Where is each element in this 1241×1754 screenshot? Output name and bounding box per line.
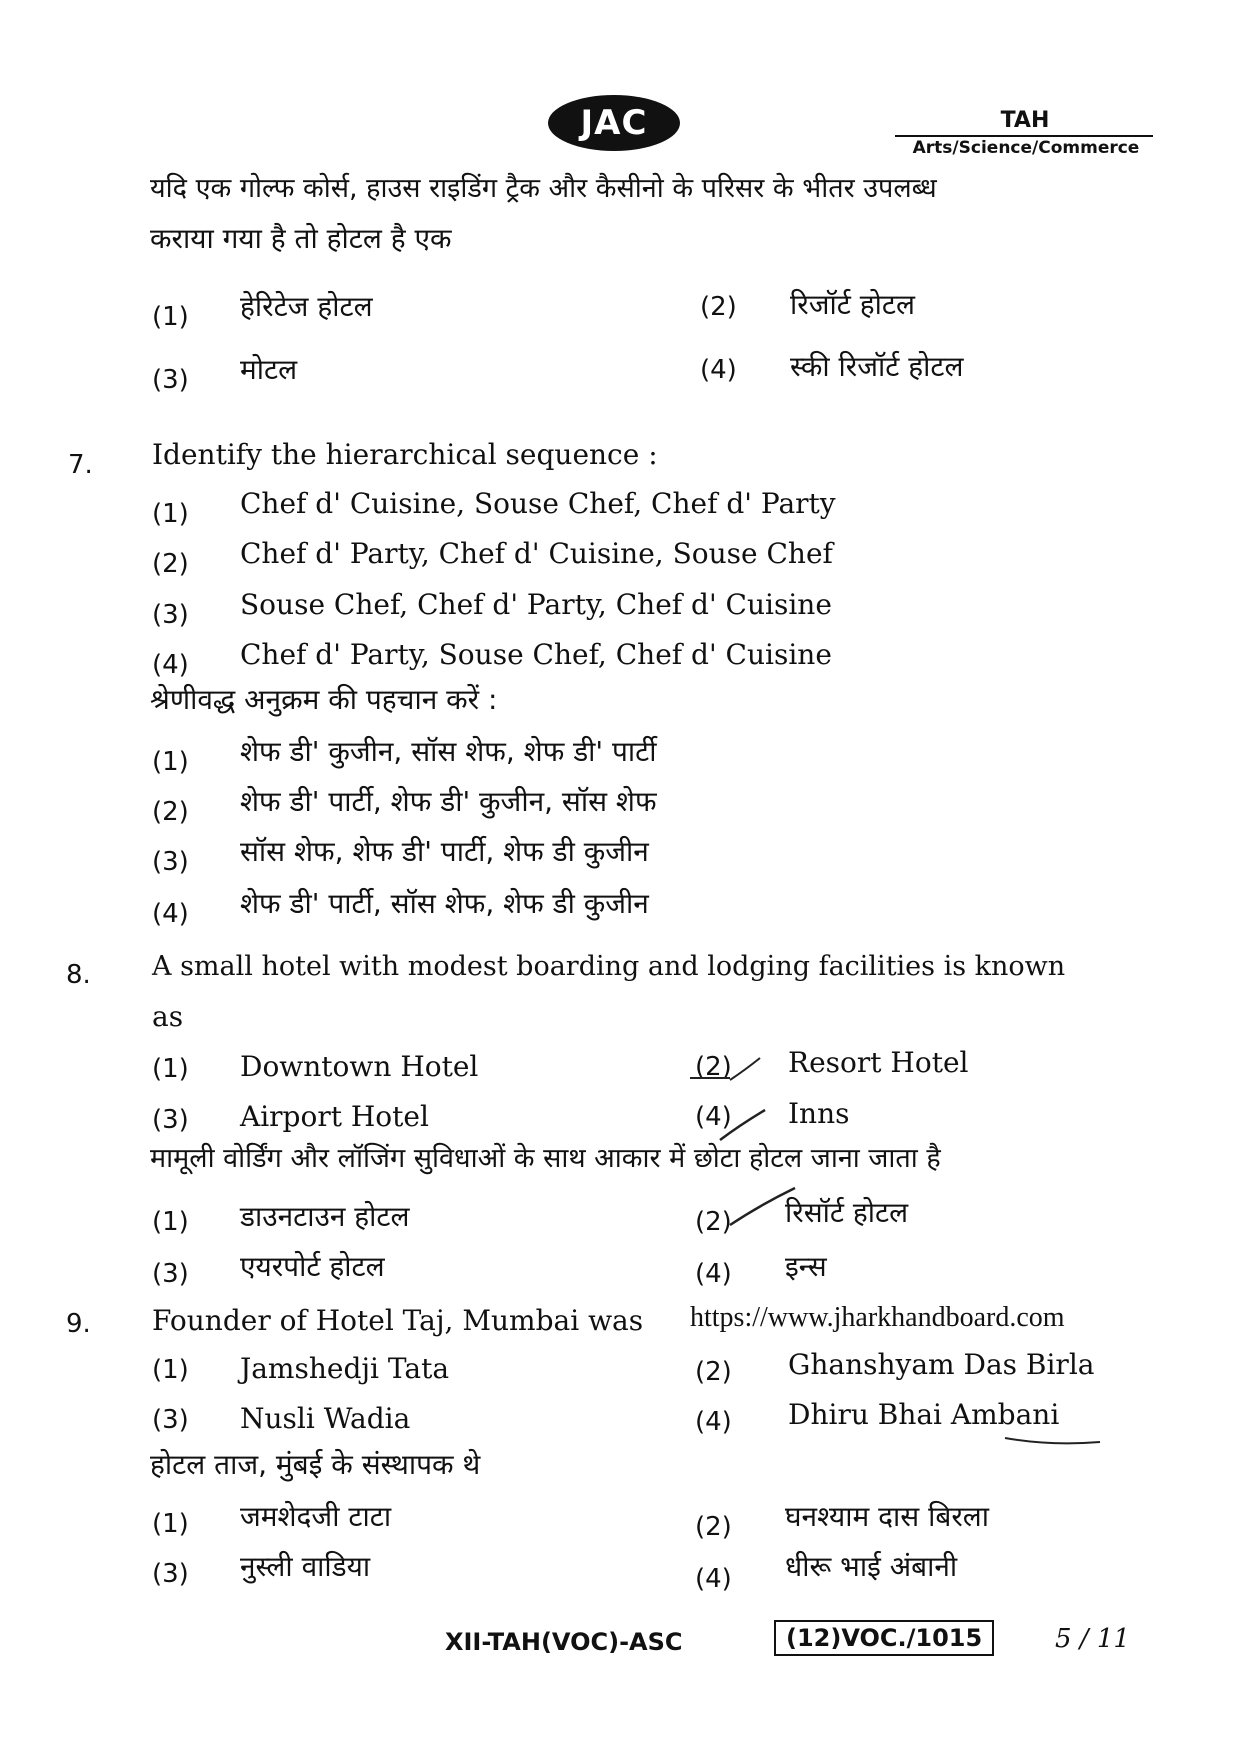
q8-option-num: (1)	[152, 1054, 189, 1084]
q7-option-text: Chef d' Party, Chef d' Cuisine, Souse Chef	[240, 537, 833, 570]
q7-hindi-option-num: (4)	[152, 899, 189, 929]
q7-option-num: (2)	[152, 549, 189, 579]
q8-hindi-option-num: (2)	[695, 1207, 732, 1237]
q9-hindi-option-num: (4)	[695, 1564, 732, 1594]
q6-option-num: (1)	[152, 302, 189, 332]
pen-tick-mark	[720, 1180, 810, 1240]
q7-number: 7.	[68, 450, 93, 480]
q9-hindi-stem: होटल ताज, मुंबई के संस्थापक थे	[150, 1448, 481, 1481]
q9-option-num: (2)	[695, 1357, 732, 1387]
q9-hindi-option-num: (1)	[152, 1509, 189, 1539]
q8-hindi-stem: मामूली वोर्डिंग और लॉजिंग सुविधाओं के साथ आकार में छोटा होटल जाना जाता है	[150, 1143, 941, 1174]
q8-option-num: (2)	[695, 1052, 732, 1082]
q7-hindi-stem: श्रेणीवद्ध अनुक्रम की पहचान करें :	[150, 683, 498, 716]
q8-option-text: Airport Hotel	[240, 1100, 429, 1133]
q9-hindi-option-text: जमशेदजी टाटा	[240, 1500, 392, 1533]
q8-hindi-option-text: एयरपोर्ट होटल	[240, 1250, 385, 1283]
q9-hindi-option-num: (2)	[695, 1512, 732, 1542]
q9-option-text: Nusli Wadia	[240, 1402, 411, 1435]
q6-option-text: स्की रिजॉर्ट होटल	[790, 350, 964, 383]
q8-hindi-option-num: (4)	[695, 1259, 732, 1289]
q7-hindi-option-text: सॉस शेफ, शेफ डी' पार्टी, शेफ डी कुजीन	[240, 835, 649, 868]
q7-hindi-option-text: शेफ डी' पार्टी, सॉस शेफ, शेफ डी कुजीन	[240, 887, 649, 920]
q9-option-num: (4)	[695, 1407, 732, 1437]
q8-hindi-option-text: डाउनटाउन होटल	[240, 1200, 410, 1233]
q8-hindi-option-num: (1)	[152, 1207, 189, 1237]
q9-hindi-option-num: (3)	[152, 1559, 189, 1589]
footer-boxed-code: (12)VOC./1015	[774, 1620, 994, 1656]
q8-hindi-option-num: (3)	[152, 1259, 189, 1289]
q9-option-num: (3)	[152, 1405, 189, 1435]
q6-option-text: रिजॉर्ट होटल	[790, 288, 915, 321]
q9-hindi-option-text: घनश्याम दास बिरला	[785, 1500, 990, 1533]
q6-option-num: (4)	[700, 355, 737, 385]
pen-underline-mark	[1000, 1430, 1110, 1450]
q7-hindi-option-text: शेफ डी' कुजीन, सॉस शेफ, शेफ डी' पार्टी	[240, 735, 657, 768]
q6-hindi-stem-line1: यदि एक गोल्फ कोर्स, हाउस राइडिंग ट्रैक और कैसीनो के परिसर के भीतर उपलब्ध	[150, 173, 937, 204]
q8-option-text: Resort Hotel	[788, 1046, 969, 1079]
q8-stem-line1: A small hotel with modest boarding and lodging facilities is known	[152, 951, 1066, 982]
q8-hindi-option-text: इन्स	[785, 1250, 827, 1283]
q8-hindi-option-text: रिसॉर्ट होटल	[785, 1196, 909, 1229]
q6-option-num: (3)	[152, 365, 189, 395]
q9-option-text: Jamshedji Tata	[240, 1352, 450, 1385]
q9-option-text: Ghanshyam Das Birla	[788, 1348, 1095, 1381]
header-divider	[895, 135, 1153, 137]
q6-hindi-stem-line2: कराया गया है तो होटल है एक	[150, 222, 452, 255]
jac-logo: JAC	[548, 95, 680, 151]
q6-option-text: मोटल	[240, 353, 298, 386]
q6-option-num: (2)	[700, 292, 737, 322]
q8-option-num: (3)	[152, 1105, 189, 1135]
q7-hindi-option-num: (3)	[152, 847, 189, 877]
q9-option-num: (1)	[152, 1355, 189, 1385]
q8-stem-line2: as	[152, 1000, 184, 1033]
q7-hindi-option-text: शेफ डी' पार्टी, शेफ डी' कुजीन, सॉस शेफ	[240, 785, 657, 818]
q7-option-num: (3)	[152, 600, 189, 630]
q7-option-text: Chef d' Cuisine, Souse Chef, Chef d' Party	[240, 487, 836, 520]
q8-option-text: Downtown Hotel	[240, 1050, 479, 1083]
q7-option-text: Chef d' Party, Souse Chef, Chef d' Cuisine	[240, 638, 832, 671]
streams-label: Arts/Science/Commerce	[912, 138, 1140, 158]
q9-number: 9.	[66, 1309, 91, 1339]
footer-code: XII-TAH(VOC)-ASC	[445, 1628, 683, 1656]
pen-tick-mark	[680, 1040, 790, 1160]
q6-option-text: हेरिटेज होटल	[240, 290, 373, 323]
q7-hindi-option-num: (1)	[152, 747, 189, 777]
q7-hindi-option-num: (2)	[152, 797, 189, 827]
q8-option-num: (4)	[695, 1102, 732, 1132]
q8-option-text: Inns	[788, 1097, 850, 1130]
q9-hindi-option-text: धीरू भाई अंबानी	[785, 1550, 958, 1583]
q7-option-text: Souse Chef, Chef d' Party, Chef d' Cuisine	[240, 588, 832, 621]
q7-stem: Identify the hierarchical sequence :	[152, 438, 658, 471]
q9-hindi-option-text: नुस्ली वाडिया	[240, 1550, 371, 1583]
q9-option-text: Dhiru Bhai Ambani	[788, 1398, 1060, 1431]
q7-option-num: (4)	[152, 650, 189, 680]
q9-stem: Founder of Hotel Taj, Mumbai was	[152, 1304, 644, 1337]
q8-number: 8.	[66, 960, 91, 990]
subject-code: TAH	[1000, 108, 1050, 133]
q7-option-num: (1)	[152, 499, 189, 529]
page-number: 5 / 11	[1055, 1624, 1130, 1654]
source-url: https://www.jharkhandboard.com	[690, 1302, 1065, 1333]
